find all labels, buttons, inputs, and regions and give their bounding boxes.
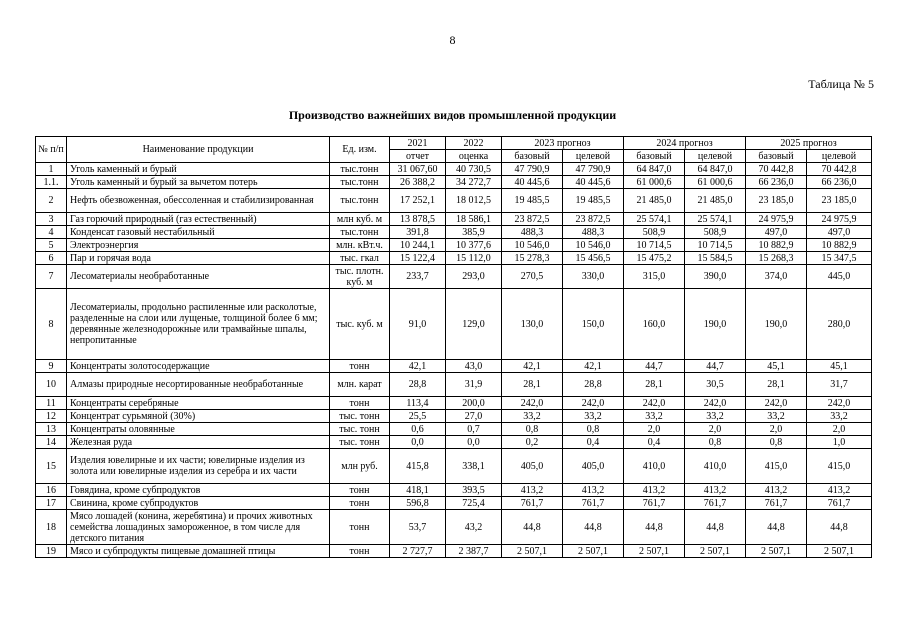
value-2023-target: 15 456,5: [563, 252, 624, 265]
table-row: [36, 189, 872, 213]
value-2024-target: 15 584,5: [685, 252, 746, 265]
unit: млн руб.: [330, 449, 390, 484]
value-2022: 43,2: [446, 510, 502, 545]
unit: тыс. куб. м: [330, 289, 390, 360]
row-number: 8: [36, 289, 67, 360]
value-2024-base: 25 574,1: [624, 213, 685, 226]
value-2023-base: 488,3: [502, 226, 563, 239]
row-number: 12: [36, 410, 67, 423]
value-2025-base: 497,0: [746, 226, 807, 239]
product-name: Концентраты оловянные: [67, 423, 330, 436]
value-2021: 31 067,60: [390, 163, 446, 176]
value-2023-base: 19 485,5: [502, 189, 563, 213]
product-name: Нефть обезвоженная, обессоленная и стабилизированная: [67, 189, 330, 213]
value-2024-base: 242,0: [624, 397, 685, 410]
value-2024-base: 33,2: [624, 410, 685, 423]
row-number: 5: [36, 239, 67, 252]
product-name: Уголь каменный и бурый за вычетом потерь: [67, 176, 330, 189]
value-2023-base: 2 507,1: [502, 545, 563, 558]
value-2025-target: 2,0: [807, 423, 872, 436]
row-number: 18: [36, 510, 67, 545]
product-name: Свинина, кроме субпродуктов: [67, 497, 330, 510]
document-title: Производство важнейших видов промышленной продукции: [288, 108, 617, 122]
table-row: [36, 373, 872, 397]
value-2023-base: 270,5: [502, 265, 563, 289]
value-2024-base: 10 714,5: [624, 239, 685, 252]
value-2024-target: 413,2: [685, 484, 746, 497]
product-name: Железная руда: [67, 436, 330, 449]
value-2022: 18 012,5: [446, 189, 502, 213]
value-2022: 10 377,6: [446, 239, 502, 252]
unit: млн. кВт.ч.: [330, 239, 390, 252]
value-2024-target: 25 574,1: [685, 213, 746, 226]
value-2021: 415,8: [390, 449, 446, 484]
value-2022: 293,0: [446, 265, 502, 289]
value-2023-base: 242,0: [502, 397, 563, 410]
value-2023-target: 23 872,5: [563, 213, 624, 226]
value-2023-target: 0,4: [563, 436, 624, 449]
unit: млн. карат: [330, 373, 390, 397]
product-name: Электроэнергия: [67, 239, 330, 252]
table-row: [36, 176, 872, 189]
value-2025-target: 23 185,0: [807, 189, 872, 213]
value-2021: 418,1: [390, 484, 446, 497]
value-2025-base: 24 975,9: [746, 213, 807, 226]
value-2023-target: 330,0: [563, 265, 624, 289]
row-number: 2: [36, 189, 67, 213]
value-2024-base: 2,0: [624, 423, 685, 436]
product-name: Говядина, кроме субпродуктов: [67, 484, 330, 497]
value-2023-base: 0,2: [502, 436, 563, 449]
value-2023-base: 413,2: [502, 484, 563, 497]
row-number: 16: [36, 484, 67, 497]
value-2023-target: 2 507,1: [563, 545, 624, 558]
row-number: 17: [36, 497, 67, 510]
value-2023-base: 42,1: [502, 360, 563, 373]
value-2021: 91,0: [390, 289, 446, 360]
value-2025-target: 1,0: [807, 436, 872, 449]
table-row: [36, 239, 872, 252]
unit: тыс.тонн: [330, 176, 390, 189]
row-number: 1: [36, 163, 67, 176]
value-2024-target: 44,8: [685, 510, 746, 545]
value-2024-base: 160,0: [624, 289, 685, 360]
value-2024-base: 61 000,6: [624, 176, 685, 189]
value-2021: 42,1: [390, 360, 446, 373]
product-name: Лесоматериалы, продольно распиленные или расколотые, разделенные на слои или лущеные, толщиной более 6 мм; деревянные железнодорожные или трамвайные шпалы, непропитанные: [67, 289, 330, 360]
value-2022: 18 586,1: [446, 213, 502, 226]
header-2024-target: целевой: [685, 150, 746, 163]
product-name: Лесоматериалы необработанные: [67, 265, 330, 289]
product-name: Изделия ювелирные и их части; ювелирные изделия из золота или ювелирные изделия из серебра и их части: [67, 449, 330, 484]
value-2021: 15 122,4: [390, 252, 446, 265]
value-2021: 25,5: [390, 410, 446, 423]
value-2025-target: 44,8: [807, 510, 872, 545]
value-2022: 40 730,5: [446, 163, 502, 176]
value-2022: 385,9: [446, 226, 502, 239]
value-2022: 200,0: [446, 397, 502, 410]
header-2024-base: базовый: [624, 150, 685, 163]
header-unit: Ед. изм.: [330, 137, 390, 163]
unit: тонн: [330, 545, 390, 558]
product-name: Уголь каменный и бурый: [67, 163, 330, 176]
value-2024-target: 761,7: [685, 497, 746, 510]
value-2025-target: 445,0: [807, 265, 872, 289]
value-2024-base: 64 847,0: [624, 163, 685, 176]
value-2025-target: 242,0: [807, 397, 872, 410]
table-row: [36, 265, 872, 289]
value-2021: 0,6: [390, 423, 446, 436]
value-2023-base: 23 872,5: [502, 213, 563, 226]
value-2025-base: 190,0: [746, 289, 807, 360]
value-2025-base: 70 442,8: [746, 163, 807, 176]
row-number: 6: [36, 252, 67, 265]
value-2024-target: 190,0: [685, 289, 746, 360]
value-2025-target: 33,2: [807, 410, 872, 423]
value-2025-base: 415,0: [746, 449, 807, 484]
value-2021: 0,0: [390, 436, 446, 449]
page-number: 8: [449, 33, 456, 47]
value-2025-target: 31,7: [807, 373, 872, 397]
header-num: № п/п: [36, 137, 67, 163]
value-2023-target: 761,7: [563, 497, 624, 510]
value-2025-target: 280,0: [807, 289, 872, 360]
value-2022: 725,4: [446, 497, 502, 510]
value-2023-base: 40 445,6: [502, 176, 563, 189]
value-2024-target: 21 485,0: [685, 189, 746, 213]
value-2024-target: 390,0: [685, 265, 746, 289]
value-2023-target: 0,8: [563, 423, 624, 436]
product-name: Концентраты золотосодержащие: [67, 360, 330, 373]
value-2024-target: 30,5: [685, 373, 746, 397]
value-2021: 596,8: [390, 497, 446, 510]
value-2024-target: 10 714,5: [685, 239, 746, 252]
header-row-1: [36, 137, 872, 150]
product-name: Алмазы природные несортированные необработанные: [67, 373, 330, 397]
value-2021: 53,7: [390, 510, 446, 545]
table-body: [36, 163, 872, 558]
value-2025-base: 242,0: [746, 397, 807, 410]
value-2023-base: 33,2: [502, 410, 563, 423]
row-number: 9: [36, 360, 67, 373]
value-2021: 10 244,1: [390, 239, 446, 252]
value-2021: 113,4: [390, 397, 446, 410]
row-number: 19: [36, 545, 67, 558]
header-2025-target: целевой: [807, 150, 872, 163]
value-2025-base: 2,0: [746, 423, 807, 436]
table-row: [36, 252, 872, 265]
value-2023-target: 33,2: [563, 410, 624, 423]
value-2025-target: 45,1: [807, 360, 872, 373]
header-2021: 2021: [390, 137, 446, 150]
value-2025-base: 374,0: [746, 265, 807, 289]
value-2025-base: 2 507,1: [746, 545, 807, 558]
value-2023-target: 242,0: [563, 397, 624, 410]
table-row: [36, 436, 872, 449]
value-2023-base: 15 278,3: [502, 252, 563, 265]
unit: тонн: [330, 484, 390, 497]
product-name: Газ горючий природный (газ естественный): [67, 213, 330, 226]
value-2023-target: 405,0: [563, 449, 624, 484]
value-2021: 2 727,7: [390, 545, 446, 558]
value-2025-base: 45,1: [746, 360, 807, 373]
value-2025-target: 761,7: [807, 497, 872, 510]
unit: тонн: [330, 497, 390, 510]
value-2024-base: 28,1: [624, 373, 685, 397]
row-number: 4: [36, 226, 67, 239]
table-row: [36, 289, 872, 360]
table-row: [36, 360, 872, 373]
row-number: 13: [36, 423, 67, 436]
unit: тыс. тонн: [330, 410, 390, 423]
value-2022: 338,1: [446, 449, 502, 484]
value-2022: 34 272,7: [446, 176, 502, 189]
value-2021: 13 878,5: [390, 213, 446, 226]
value-2025-target: 66 236,0: [807, 176, 872, 189]
value-2025-target: 415,0: [807, 449, 872, 484]
header-2024-forecast: 2024 прогноз: [624, 137, 746, 150]
value-2023-target: 47 790,9: [563, 163, 624, 176]
value-2025-base: 33,2: [746, 410, 807, 423]
unit: тонн: [330, 510, 390, 545]
unit: тонн: [330, 360, 390, 373]
row-number: 15: [36, 449, 67, 484]
table-row: [36, 423, 872, 436]
value-2023-base: 10 546,0: [502, 239, 563, 252]
value-2021: 28,8: [390, 373, 446, 397]
table-row: [36, 484, 872, 497]
value-2023-base: 0,8: [502, 423, 563, 436]
value-2023-target: 28,8: [563, 373, 624, 397]
row-number: 14: [36, 436, 67, 449]
value-2023-base: 47 790,9: [502, 163, 563, 176]
value-2024-base: 15 475,2: [624, 252, 685, 265]
unit: тыс.тонн: [330, 189, 390, 213]
product-name: Концентрат сурьмяной (30%): [67, 410, 330, 423]
product-name: Пар и горячая вода: [67, 252, 330, 265]
production-table: [35, 136, 872, 558]
value-2022: 15 112,0: [446, 252, 502, 265]
value-2024-base: 413,2: [624, 484, 685, 497]
value-2024-base: 21 485,0: [624, 189, 685, 213]
table-row: [36, 397, 872, 410]
unit: тыс. гкал: [330, 252, 390, 265]
value-2025-base: 15 268,3: [746, 252, 807, 265]
value-2025-target: 15 347,5: [807, 252, 872, 265]
value-2021: 233,7: [390, 265, 446, 289]
table-row: [36, 545, 872, 558]
value-2024-base: 44,8: [624, 510, 685, 545]
value-2025-base: 66 236,0: [746, 176, 807, 189]
table-row: [36, 410, 872, 423]
unit: тыс. тонн: [330, 423, 390, 436]
row-number: 1.1.: [36, 176, 67, 189]
value-2023-base: 405,0: [502, 449, 563, 484]
value-2024-base: 410,0: [624, 449, 685, 484]
header-2022: 2022: [446, 137, 502, 150]
table-row: [36, 510, 872, 545]
value-2024-target: 2 507,1: [685, 545, 746, 558]
value-2022: 31,9: [446, 373, 502, 397]
value-2023-base: 44,8: [502, 510, 563, 545]
header-2025-base: базовый: [746, 150, 807, 163]
value-2022: 43,0: [446, 360, 502, 373]
value-2024-target: 33,2: [685, 410, 746, 423]
value-2025-base: 0,8: [746, 436, 807, 449]
value-2025-base: 28,1: [746, 373, 807, 397]
value-2023-base: 761,7: [502, 497, 563, 510]
value-2024-target: 44,7: [685, 360, 746, 373]
value-2024-base: 508,9: [624, 226, 685, 239]
unit: тыс.тонн: [330, 163, 390, 176]
product-name: Мясо и субпродукты пищевые домашней птицы: [67, 545, 330, 558]
value-2022: 129,0: [446, 289, 502, 360]
value-2025-base: 761,7: [746, 497, 807, 510]
header-2023-forecast: 2023 прогноз: [502, 137, 624, 150]
value-2023-target: 19 485,5: [563, 189, 624, 213]
value-2022: 27,0: [446, 410, 502, 423]
header-2022-sub: оценка: [446, 150, 502, 163]
value-2023-target: 488,3: [563, 226, 624, 239]
value-2023-target: 10 546,0: [563, 239, 624, 252]
value-2024-target: 64 847,0: [685, 163, 746, 176]
header-2023-target: целевой: [563, 150, 624, 163]
table-label: Таблица № 5: [808, 77, 874, 91]
value-2023-target: 40 445,6: [563, 176, 624, 189]
value-2021: 391,8: [390, 226, 446, 239]
value-2023-target: 44,8: [563, 510, 624, 545]
header-2021-sub: отчет: [390, 150, 446, 163]
unit: тыс. тонн: [330, 436, 390, 449]
value-2025-target: 24 975,9: [807, 213, 872, 226]
row-number: 10: [36, 373, 67, 397]
header-2023-base: базовый: [502, 150, 563, 163]
header-2025-forecast: 2025 прогноз: [746, 137, 872, 150]
value-2024-base: 44,7: [624, 360, 685, 373]
value-2023-target: 413,2: [563, 484, 624, 497]
value-2023-base: 130,0: [502, 289, 563, 360]
value-2025-base: 23 185,0: [746, 189, 807, 213]
table-row: [36, 497, 872, 510]
value-2025-base: 44,8: [746, 510, 807, 545]
product-name: Конденсат газовый нестабильный: [67, 226, 330, 239]
value-2025-target: 497,0: [807, 226, 872, 239]
product-name: Концентраты серебряные: [67, 397, 330, 410]
value-2024-base: 761,7: [624, 497, 685, 510]
value-2022: 0,0: [446, 436, 502, 449]
value-2023-target: 42,1: [563, 360, 624, 373]
table-row: [36, 226, 872, 239]
value-2024-target: 508,9: [685, 226, 746, 239]
value-2024-target: 61 000,6: [685, 176, 746, 189]
unit: тонн: [330, 397, 390, 410]
unit: тыс. плотн. куб. м: [330, 265, 390, 289]
value-2024-target: 242,0: [685, 397, 746, 410]
value-2024-target: 2,0: [685, 423, 746, 436]
row-number: 7: [36, 265, 67, 289]
unit: млн куб. м: [330, 213, 390, 226]
value-2025-base: 10 882,9: [746, 239, 807, 252]
product-name: Мясо лошадей (конина, жеребятина) и прочих животных семейства лошадиных замороженное, в том числе для детского питания: [67, 510, 330, 545]
value-2021: 17 252,1: [390, 189, 446, 213]
value-2024-base: 315,0: [624, 265, 685, 289]
value-2025-target: 413,2: [807, 484, 872, 497]
value-2024-base: 0,4: [624, 436, 685, 449]
value-2024-base: 2 507,1: [624, 545, 685, 558]
table-row: [36, 213, 872, 226]
unit: тыс.тонн: [330, 226, 390, 239]
row-number: 3: [36, 213, 67, 226]
value-2025-target: 10 882,9: [807, 239, 872, 252]
value-2022: 0,7: [446, 423, 502, 436]
value-2023-target: 150,0: [563, 289, 624, 360]
value-2024-target: 410,0: [685, 449, 746, 484]
value-2025-target: 2 507,1: [807, 545, 872, 558]
table-row: [36, 163, 872, 176]
row-number: 11: [36, 397, 67, 410]
value-2025-base: 413,2: [746, 484, 807, 497]
value-2023-base: 28,1: [502, 373, 563, 397]
table-row: [36, 449, 872, 484]
value-2025-target: 70 442,8: [807, 163, 872, 176]
value-2024-target: 0,8: [685, 436, 746, 449]
value-2022: 2 387,7: [446, 545, 502, 558]
value-2022: 393,5: [446, 484, 502, 497]
value-2021: 26 388,2: [390, 176, 446, 189]
header-name: Наименование продукции: [67, 137, 330, 163]
